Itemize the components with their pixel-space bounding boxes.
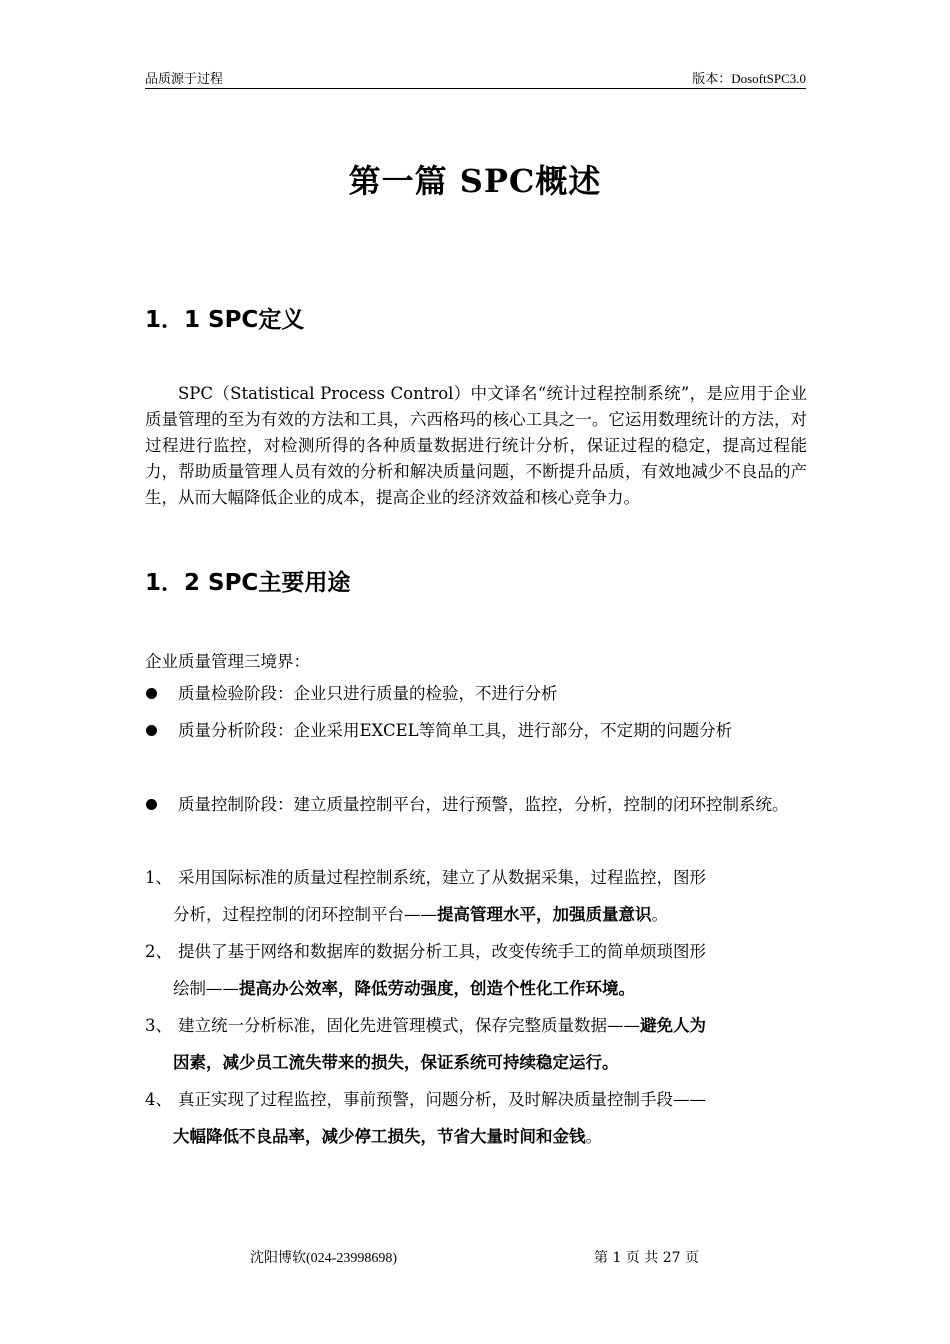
section-2-intro: 企业质量管理三境界：: [145, 652, 310, 671]
section-1-paragraph-text: SPC（Statistical Process Control）中文译名“统计过程控制系统”，是应用于企业质量管理的至为有效的方法和工具，六西格玛的核心工具之一。它运用数理统计的方法，对过程进行监控，对检测所得的各种质量数据进行统计分析，保证过程的稳定，提高过程能力，帮助质量管理人员有效的分析和解决质量问题，不断提升品质，有效地减少不良品的产生，从而大幅降低企业的成本，提高企业的经济效益和核心竞争力。: [145, 384, 807, 507]
chapter-title: 第一篇 SPC概述: [348, 162, 602, 200]
bullet-item: [145, 712, 807, 749]
item-continuation: [173, 1118, 807, 1155]
item-number: 1、: [145, 868, 172, 887]
item-continuation: [173, 970, 807, 1007]
item-line: 提供了基于网络和数据库的数据分析工具，改变传统手工的简单烦琐图形: [178, 942, 706, 961]
item-text: 绘制——: [173, 979, 239, 998]
numbered-item: [145, 1081, 807, 1155]
item-line: 真正实现了过程监控，事前预警，问题分析，及时解决质量控制手段——: [178, 1090, 706, 1109]
bullet-text: 质量控制阶段：建立质量控制平台，进行预警，监控，分析，控制的闭环控制系统。: [178, 795, 789, 814]
section-1-paragraph: [145, 381, 807, 511]
item-emphasis: 提高管理水平，加强质量意识: [437, 905, 652, 924]
header-slogan: 品质源于过程: [145, 72, 224, 87]
item-number: 3、: [145, 1016, 172, 1035]
item-line: 采用国际标准的质量过程控制系统，建立了从数据采集，过程监控，图形: [178, 868, 706, 887]
numbered-item: [145, 1007, 807, 1081]
item-emphasis: 大幅降低不良品率，减少停工损失，节省大量时间和金钱: [173, 1127, 586, 1146]
footer-company: 沈阳博软(024-23998698): [250, 1251, 397, 1266]
bullet-text: 质量检验阶段：企业只进行质量的检验，不进行分析: [178, 684, 558, 703]
item-number: 2、: [145, 942, 172, 961]
item-line: [178, 1007, 807, 1044]
item-text: 建立统一分析标准，固化先进管理模式，保存完整质量数据——: [178, 1016, 640, 1035]
item-tail: 。: [585, 1127, 602, 1146]
section-1-heading: 1．1 SPC定义: [145, 307, 305, 333]
item-emphasis: 避免人为: [640, 1016, 706, 1035]
numbered-item: [145, 859, 807, 933]
bullet-item: [145, 675, 807, 712]
header-version: 版本：DosoftSPC3.0: [692, 71, 806, 86]
numbered-item: [145, 933, 807, 1007]
bullet-text: 质量分析阶段：企业采用EXCEL等简单工具，进行部分，不定期的问题分析: [178, 721, 733, 740]
item-continuation: [173, 896, 807, 933]
item-number: 4、: [145, 1090, 172, 1109]
item-emphasis: 因素，减少员工流失带来的损失，保证系统可持续稳定运行。: [173, 1053, 619, 1072]
item-tail: 。: [651, 905, 668, 924]
section-2-heading: 1．2 SPC主要用途: [145, 570, 351, 596]
footer-page-number: 第 1 页 共 27 页: [594, 1250, 699, 1266]
item-emphasis: 提高办公效率，降低劳动强度，创造个性化工作环境。: [239, 979, 635, 998]
page-header: [145, 66, 806, 89]
item-text: 分析，过程控制的闭环控制平台——: [173, 905, 437, 924]
item-continuation: [173, 1044, 807, 1081]
bullet-item: [145, 786, 807, 823]
